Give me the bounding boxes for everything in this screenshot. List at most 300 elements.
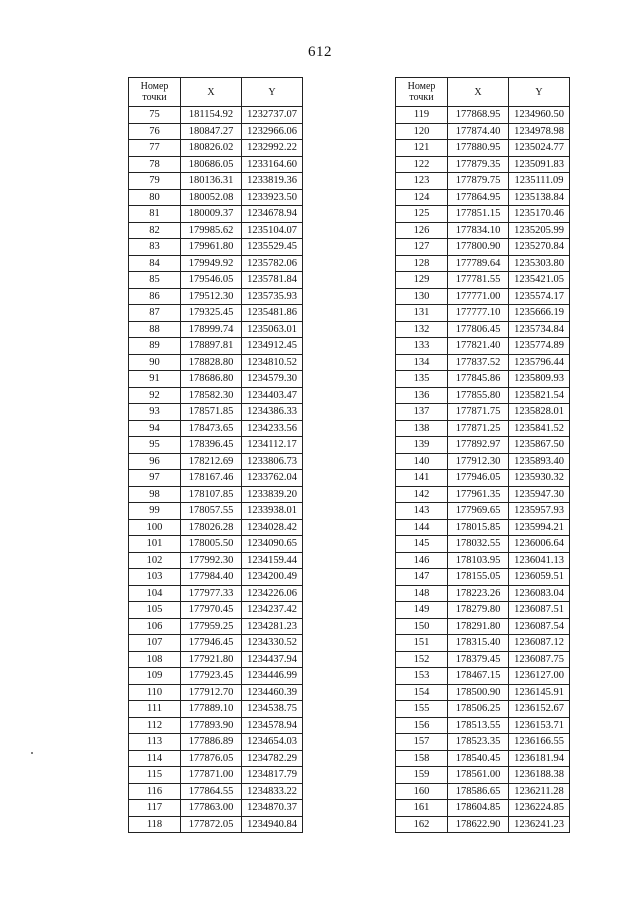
cell-y: 1235063.01 [242, 321, 303, 338]
table-row [129, 618, 303, 635]
cell-x: 178467.15 [448, 668, 509, 685]
cell-y: 1234281.23 [242, 618, 303, 635]
cell-point-number: 101 [129, 536, 181, 553]
cell-x: 177912.70 [181, 684, 242, 701]
cell-x: 177970.45 [181, 602, 242, 619]
cell-x: 178561.00 [448, 767, 509, 784]
cell-point-number: 104 [129, 585, 181, 602]
cell-x: 177800.90 [448, 239, 509, 256]
table-row [129, 602, 303, 619]
cell-point-number: 123 [396, 173, 448, 190]
header-point-number [129, 78, 181, 107]
cell-y: 1234960.50 [509, 107, 570, 124]
table-row [396, 123, 570, 140]
table-row [396, 453, 570, 470]
cell-x: 177777.10 [448, 305, 509, 322]
cell-point-number: 80 [129, 189, 181, 206]
cell-x: 177893.90 [181, 717, 242, 734]
cell-y: 1233923.50 [242, 189, 303, 206]
cell-point-number: 159 [396, 767, 448, 784]
table-row [129, 750, 303, 767]
cell-y: 1236087.12 [509, 635, 570, 652]
cell-point-number: 120 [396, 123, 448, 140]
cell-y: 1236166.55 [509, 734, 570, 751]
cell-point-number: 100 [129, 519, 181, 536]
cell-x: 180009.37 [181, 206, 242, 223]
cell-y: 1234782.29 [242, 750, 303, 767]
cell-x: 177946.05 [448, 470, 509, 487]
cell-x: 178897.81 [181, 338, 242, 355]
header-y: Y [242, 78, 303, 107]
table-row [396, 651, 570, 668]
cell-x: 177771.00 [448, 288, 509, 305]
cell-x: 178223.26 [448, 585, 509, 602]
table-row [396, 470, 570, 487]
cell-point-number: 135 [396, 371, 448, 388]
cell-x: 178586.65 [448, 783, 509, 800]
cell-y: 1235303.80 [509, 255, 570, 272]
cell-y: 1234810.52 [242, 354, 303, 371]
table-row [396, 305, 570, 322]
cell-y: 1234330.52 [242, 635, 303, 652]
cell-point-number: 161 [396, 800, 448, 817]
cell-x: 177864.95 [448, 189, 509, 206]
cell-x: 180686.05 [181, 156, 242, 173]
cell-y: 1236153.71 [509, 717, 570, 734]
cell-point-number: 136 [396, 387, 448, 404]
cell-x: 177961.35 [448, 486, 509, 503]
cell-x: 177872.05 [181, 816, 242, 833]
cell-point-number: 125 [396, 206, 448, 223]
cell-point-number: 91 [129, 371, 181, 388]
table-row [396, 635, 570, 652]
table-row [129, 437, 303, 454]
cell-y: 1235734.84 [509, 321, 570, 338]
cell-point-number: 81 [129, 206, 181, 223]
cell-x: 178167.46 [181, 470, 242, 487]
cell-y: 1232966.06 [242, 123, 303, 140]
cell-x: 177855.80 [448, 387, 509, 404]
cell-x: 177863.00 [181, 800, 242, 817]
cell-point-number: 129 [396, 272, 448, 289]
table-row [396, 272, 570, 289]
table-row [129, 453, 303, 470]
header-x: X [448, 78, 509, 107]
cell-y: 1235796.44 [509, 354, 570, 371]
cell-x: 181154.92 [181, 107, 242, 124]
table-row [396, 387, 570, 404]
cell-y: 1235781.84 [242, 272, 303, 289]
cell-y: 1233839.20 [242, 486, 303, 503]
cell-y: 1234233.56 [242, 420, 303, 437]
cell-point-number: 107 [129, 635, 181, 652]
cell-y: 1235270.84 [509, 239, 570, 256]
cell-x: 177845.86 [448, 371, 509, 388]
cell-y: 1235529.45 [242, 239, 303, 256]
cell-point-number: 145 [396, 536, 448, 553]
cell-y: 1234090.65 [242, 536, 303, 553]
cell-point-number: 116 [129, 783, 181, 800]
cell-x: 177834.10 [448, 222, 509, 239]
cell-point-number: 111 [129, 701, 181, 718]
cell-point-number: 157 [396, 734, 448, 751]
table-row [396, 354, 570, 371]
cell-point-number: 127 [396, 239, 448, 256]
cell-point-number: 118 [129, 816, 181, 833]
table-row [396, 371, 570, 388]
cell-x: 178396.45 [181, 437, 242, 454]
table-row [129, 222, 303, 239]
table-row [129, 107, 303, 124]
table-row [396, 189, 570, 206]
table-row [396, 783, 570, 800]
cell-y: 1234579.30 [242, 371, 303, 388]
cell-x: 178005.50 [181, 536, 242, 553]
cell-x: 177969.65 [448, 503, 509, 520]
cell-y: 1236087.54 [509, 618, 570, 635]
cell-x: 178291.80 [448, 618, 509, 635]
cell-y: 1236006.64 [509, 536, 570, 553]
cell-point-number: 112 [129, 717, 181, 734]
table-row [129, 338, 303, 355]
cell-point-number: 105 [129, 602, 181, 619]
table-row [396, 437, 570, 454]
cell-x: 178107.85 [181, 486, 242, 503]
cell-y: 1232737.07 [242, 107, 303, 124]
table-row [396, 420, 570, 437]
cell-x: 178057.55 [181, 503, 242, 520]
page-number: 612 [308, 44, 332, 60]
cell-x: 178523.35 [448, 734, 509, 751]
cell-y: 1234237.42 [242, 602, 303, 619]
cell-x: 177879.35 [448, 156, 509, 173]
table-header-row [396, 78, 570, 107]
coordinates-table-right-body [396, 107, 570, 833]
cell-point-number: 149 [396, 602, 448, 619]
cell-point-number: 102 [129, 552, 181, 569]
cell-x: 179961.80 [181, 239, 242, 256]
cell-x: 177921.80 [181, 651, 242, 668]
table-row [129, 387, 303, 404]
cell-point-number: 158 [396, 750, 448, 767]
table-row [129, 536, 303, 553]
cell-y: 1235735.93 [242, 288, 303, 305]
cell-y: 1236145.91 [509, 684, 570, 701]
cell-x: 178315.40 [448, 635, 509, 652]
table-row [396, 486, 570, 503]
cell-point-number: 86 [129, 288, 181, 305]
cell-point-number: 121 [396, 140, 448, 157]
cell-x: 179325.45 [181, 305, 242, 322]
cell-point-number: 160 [396, 783, 448, 800]
cell-x: 177959.25 [181, 618, 242, 635]
table-row [396, 767, 570, 784]
table-row [396, 404, 570, 421]
cell-x: 178622.90 [448, 816, 509, 833]
cell-x: 178032.55 [448, 536, 509, 553]
table-row [129, 404, 303, 421]
table-row [396, 156, 570, 173]
cell-point-number: 131 [396, 305, 448, 322]
table-row [129, 354, 303, 371]
cell-x: 179985.62 [181, 222, 242, 239]
cell-point-number: 93 [129, 404, 181, 421]
cell-point-number: 83 [129, 239, 181, 256]
cell-x: 178540.45 [448, 750, 509, 767]
cell-point-number: 151 [396, 635, 448, 652]
table-row [129, 783, 303, 800]
cell-y: 1235774.89 [509, 338, 570, 355]
cell-x: 177781.55 [448, 272, 509, 289]
cell-point-number: 82 [129, 222, 181, 239]
cell-x: 177977.33 [181, 585, 242, 602]
cell-x: 178999.74 [181, 321, 242, 338]
cell-x: 178026.28 [181, 519, 242, 536]
table-row [129, 321, 303, 338]
cell-y: 1235205.99 [509, 222, 570, 239]
cell-x: 177880.95 [448, 140, 509, 157]
cell-y: 1235782.06 [242, 255, 303, 272]
cell-y: 1234386.33 [242, 404, 303, 421]
table-row [129, 420, 303, 437]
table-row [396, 173, 570, 190]
cell-x: 179546.05 [181, 272, 242, 289]
cell-x: 177821.40 [448, 338, 509, 355]
cell-x: 178379.45 [448, 651, 509, 668]
cell-x: 177984.40 [181, 569, 242, 586]
cell-y: 1235821.54 [509, 387, 570, 404]
table-row [396, 338, 570, 355]
scan-speck [31, 752, 33, 754]
cell-point-number: 114 [129, 750, 181, 767]
cell-point-number: 139 [396, 437, 448, 454]
cell-x: 177871.00 [181, 767, 242, 784]
cell-y: 1233819.36 [242, 173, 303, 190]
cell-point-number: 79 [129, 173, 181, 190]
cell-point-number: 89 [129, 338, 181, 355]
cell-point-number: 106 [129, 618, 181, 635]
table-row [396, 552, 570, 569]
table-row [129, 470, 303, 487]
table-row [129, 585, 303, 602]
cell-y: 1235024.77 [509, 140, 570, 157]
table-row [129, 651, 303, 668]
table-row [396, 255, 570, 272]
table-row [396, 585, 570, 602]
cell-point-number: 84 [129, 255, 181, 272]
table-row [129, 486, 303, 503]
cell-point-number: 88 [129, 321, 181, 338]
table-row [396, 321, 570, 338]
table-row [129, 288, 303, 305]
cell-point-number: 110 [129, 684, 181, 701]
cell-y: 1234817.79 [242, 767, 303, 784]
cell-y: 1234112.17 [242, 437, 303, 454]
cell-y: 1234538.75 [242, 701, 303, 718]
cell-point-number: 153 [396, 668, 448, 685]
cell-x: 178103.95 [448, 552, 509, 569]
cell-x: 177806.45 [448, 321, 509, 338]
header-point-number-line1: Номер [140, 81, 169, 92]
cell-y: 1236059.51 [509, 569, 570, 586]
cell-x: 177851.15 [448, 206, 509, 223]
cell-x: 177837.52 [448, 354, 509, 371]
table-row [396, 206, 570, 223]
cell-y: 1234978.98 [509, 123, 570, 140]
cell-point-number: 134 [396, 354, 448, 371]
cell-x: 178473.65 [181, 420, 242, 437]
cell-point-number: 119 [396, 107, 448, 124]
table-header-row [129, 78, 303, 107]
cell-x: 177871.75 [448, 404, 509, 421]
cell-point-number: 87 [129, 305, 181, 322]
cell-point-number: 143 [396, 503, 448, 520]
table-row [129, 717, 303, 734]
table-row [129, 255, 303, 272]
cell-point-number: 162 [396, 816, 448, 833]
cell-x: 177889.10 [181, 701, 242, 718]
cell-y: 1235421.05 [509, 272, 570, 289]
cell-x: 177992.30 [181, 552, 242, 569]
header-point-number-line2: точки [409, 92, 434, 103]
table-row [396, 503, 570, 520]
header-point-number [396, 78, 448, 107]
cell-y: 1235091.83 [509, 156, 570, 173]
table-row [129, 816, 303, 833]
cell-y: 1234460.39 [242, 684, 303, 701]
table-row [396, 222, 570, 239]
cell-y: 1236087.75 [509, 651, 570, 668]
table-row [129, 189, 303, 206]
coordinates-table-right [395, 77, 570, 833]
cell-x: 178513.55 [448, 717, 509, 734]
cell-x: 179949.92 [181, 255, 242, 272]
cell-y: 1234437.94 [242, 651, 303, 668]
table-row [129, 552, 303, 569]
cell-point-number: 95 [129, 437, 181, 454]
cell-y: 1232992.22 [242, 140, 303, 157]
cell-point-number: 99 [129, 503, 181, 520]
cell-y: 1235893.40 [509, 453, 570, 470]
cell-x: 178212.69 [181, 453, 242, 470]
cell-x: 177892.97 [448, 437, 509, 454]
cell-point-number: 90 [129, 354, 181, 371]
cell-y: 1234940.84 [242, 816, 303, 833]
cell-y: 1235481.86 [242, 305, 303, 322]
cell-x: 177876.05 [181, 750, 242, 767]
cell-y: 1234200.49 [242, 569, 303, 586]
header-y: Y [509, 78, 570, 107]
cell-point-number: 154 [396, 684, 448, 701]
cell-point-number: 148 [396, 585, 448, 602]
table-row [129, 519, 303, 536]
table-row [396, 701, 570, 718]
cell-x: 178582.30 [181, 387, 242, 404]
table-row [129, 503, 303, 520]
cell-point-number: 128 [396, 255, 448, 272]
table-row [396, 536, 570, 553]
cell-y: 1234028.42 [242, 519, 303, 536]
cell-point-number: 76 [129, 123, 181, 140]
cell-point-number: 140 [396, 453, 448, 470]
cell-x: 179512.30 [181, 288, 242, 305]
table-row [129, 305, 303, 322]
cell-point-number: 133 [396, 338, 448, 355]
cell-point-number: 144 [396, 519, 448, 536]
table-row [396, 602, 570, 619]
cell-point-number: 96 [129, 453, 181, 470]
cell-x: 177912.30 [448, 453, 509, 470]
cell-point-number: 138 [396, 420, 448, 437]
table-row [396, 140, 570, 157]
header-point-number-line1: Номер [407, 81, 436, 92]
cell-y: 1234403.47 [242, 387, 303, 404]
cell-y: 1235574.17 [509, 288, 570, 305]
cell-point-number: 152 [396, 651, 448, 668]
table-row [396, 734, 570, 751]
cell-x: 178506.25 [448, 701, 509, 718]
cell-y: 1236188.38 [509, 767, 570, 784]
coordinates-table-left [128, 77, 303, 833]
cell-point-number: 78 [129, 156, 181, 173]
cell-x: 177879.75 [448, 173, 509, 190]
table-row [396, 107, 570, 124]
cell-x: 180826.02 [181, 140, 242, 157]
cell-point-number: 92 [129, 387, 181, 404]
cell-y: 1236152.67 [509, 701, 570, 718]
cell-x: 180052.08 [181, 189, 242, 206]
cell-y: 1234159.44 [242, 552, 303, 569]
cell-x: 178604.85 [448, 800, 509, 817]
cell-x: 178155.05 [448, 569, 509, 586]
cell-point-number: 124 [396, 189, 448, 206]
cell-point-number: 142 [396, 486, 448, 503]
cell-point-number: 137 [396, 404, 448, 421]
cell-y: 1235111.09 [509, 173, 570, 190]
cell-x: 177874.40 [448, 123, 509, 140]
cell-x: 178828.80 [181, 354, 242, 371]
cell-y: 1234654.03 [242, 734, 303, 751]
table-row [396, 519, 570, 536]
cell-y: 1236241.23 [509, 816, 570, 833]
cell-y: 1234226.06 [242, 585, 303, 602]
cell-x: 177923.45 [181, 668, 242, 685]
cell-point-number: 85 [129, 272, 181, 289]
cell-point-number: 147 [396, 569, 448, 586]
coordinates-table-left-body [129, 107, 303, 833]
cell-y: 1235930.32 [509, 470, 570, 487]
cell-point-number: 117 [129, 800, 181, 817]
table-row [396, 684, 570, 701]
table-row [396, 816, 570, 833]
cell-y: 1235841.52 [509, 420, 570, 437]
cell-y: 1235809.93 [509, 371, 570, 388]
cell-y: 1234833.22 [242, 783, 303, 800]
cell-point-number: 155 [396, 701, 448, 718]
table-row [129, 569, 303, 586]
cell-point-number: 98 [129, 486, 181, 503]
cell-point-number: 108 [129, 651, 181, 668]
cell-point-number: 141 [396, 470, 448, 487]
table-row [396, 288, 570, 305]
table-row [396, 750, 570, 767]
cell-y: 1235666.19 [509, 305, 570, 322]
cell-y: 1234678.94 [242, 206, 303, 223]
cell-y: 1236083.04 [509, 585, 570, 602]
table-row [129, 701, 303, 718]
table-row [396, 717, 570, 734]
cell-point-number: 150 [396, 618, 448, 635]
